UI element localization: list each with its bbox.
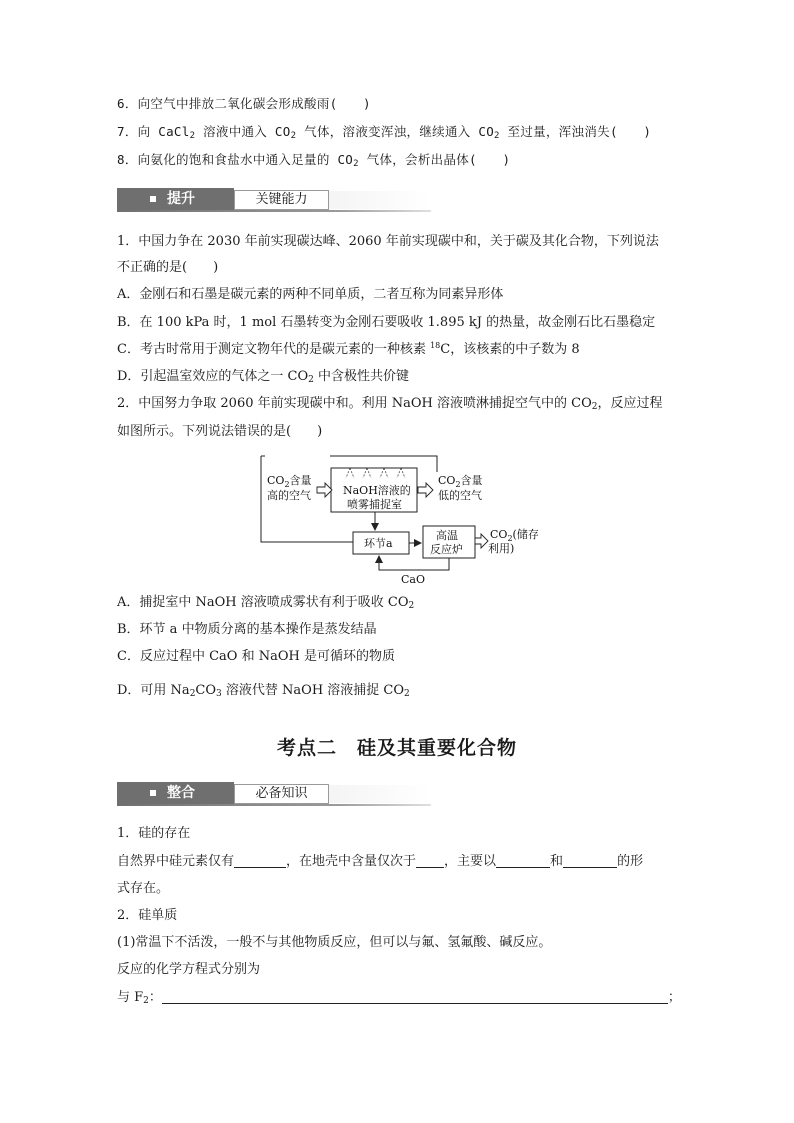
square-bullet-icon <box>150 196 156 202</box>
co2-capture-process-diagram <box>255 452 545 590</box>
answer-blank[interactable] <box>234 853 286 868</box>
si-equation-f2: 与 $F_2$： ； <box>117 990 681 1006</box>
q2-option-c: C．反应过程中 CaO 和 NaOH 是可循环的物质 <box>117 649 395 664</box>
answer-blank[interactable] <box>496 853 550 868</box>
answer-blank[interactable] <box>416 853 444 868</box>
q1-option-d: D．引起温室效应的气体之一 $CO_2$ 中含极性共价键 <box>117 369 410 385</box>
banner-light-tab: 关键能力 <box>234 190 329 210</box>
chamber-label-line2: 喷雾捕捉室 <box>347 498 402 511</box>
air-in-arrow-icon <box>317 483 332 497</box>
q1-stem-line1: 1．中国力争在 2030 年前实现碳达峰、2060 年前实现碳中和，关于碳及其化合物，下列说法 <box>117 234 659 249</box>
storage-label-line1: $CO_2$(储存 <box>490 528 539 543</box>
step-a-label: 环节a <box>364 537 393 550</box>
banner-dark-tab: 提升 <box>117 188 234 210</box>
section-banner-improve <box>117 188 431 212</box>
banner-dark-tab: 整合 <box>117 782 234 804</box>
si-existence-line1: 自然界中硅元素仅有 ，在地壳中含量仅次于 ，主要以 和 的形 <box>117 854 644 869</box>
judge-item-6: 6．向空气中排放二氧化碳会形成酸雨( ) <box>117 96 371 111</box>
cao-label: CaO <box>401 573 425 586</box>
si-existence-line2: 式存在。 <box>117 881 170 896</box>
q2-option-b: B．环节 a 中物质分离的基本操作是蒸发结晶 <box>117 622 377 637</box>
si-heading-1: 1．硅的存在 <box>117 826 191 841</box>
q1-option-a: A．金刚石和石墨是碳元素的两种不同单质，二者互称为同素异形体 <box>117 287 504 302</box>
equation-answer-blank[interactable] <box>162 989 668 1004</box>
q2-option-d: D．可用 $Na_2CO_3$ 溶液代替 NaOH 溶液捕捉 $CO_2$ <box>117 683 410 699</box>
q1-option-c: C．考古时常用于测定文物年代的是碳元素的一种核素 $^{18}$C，该核素的中子数为 8 <box>117 341 580 357</box>
q1-option-b: B．在 100 kPa 时，1 mol 石墨转变为金刚石要吸收 1.895 kJ 的热量，故金刚石比石墨稳定 <box>117 315 656 330</box>
input-air-label-line2: 高的空气 <box>267 489 311 502</box>
si-equation-intro: 反应的化学方程式分别为 <box>117 962 261 977</box>
storage-label-line2: 利用) <box>488 542 515 555</box>
section-banner-integrate <box>117 782 431 806</box>
answer-blank[interactable] <box>563 853 617 868</box>
si-heading-2: 2．硅单质 <box>117 908 178 923</box>
output-air-label-line1: $CO_2$含量 <box>438 474 483 489</box>
judge-item-8: 8．向氨化的饱和食盐水中通入足量的 $CO_2$ 气体，会析出晶体( ) <box>117 152 511 169</box>
q1-stem-line2: 不正确的是( ) <box>117 260 219 275</box>
furnace-label-line2: 反应炉 <box>430 543 463 556</box>
furnace-label-line1: 高温 <box>436 529 458 542</box>
q2-stem-line1: 2．中国努力争取 2060 年前实现碳中和。利用 NaOH 溶液喷淋捕捉空气中的 $CO_2$，反应过程 <box>117 396 663 412</box>
judge-item-7: 7．向 CaCl$_2$ 溶液中通入 $CO_2$ 气体，溶液变浑浊，继续通入 $CO_2$ 至过量，浑浊消失( ) <box>117 124 652 141</box>
air-out-arrow-icon <box>418 483 433 497</box>
chamber-label-line1: NaOH溶液的 <box>343 484 411 497</box>
banner-light-tab: 必备知识 <box>234 784 329 804</box>
input-air-label-line1: $CO_2$含量 <box>267 474 312 489</box>
section-title: 考点二 硅及其重要化合物 <box>276 737 517 759</box>
output-air-label-line2: 低的空气 <box>438 489 482 502</box>
si-property-line: (1)常温下不活泼，一般不与其他物质反应，但可以与氟、氢氟酸、碱反应。 <box>117 935 552 950</box>
q2-option-a: A．捕捉室中 NaOH 溶液喷成雾状有利于吸收 $CO_2$ <box>117 595 415 611</box>
q2-stem-line2: 如图所示。下列说法错误的是( ) <box>117 424 323 439</box>
co2-out-arrow-icon <box>475 534 488 548</box>
square-bullet-icon <box>150 790 156 796</box>
